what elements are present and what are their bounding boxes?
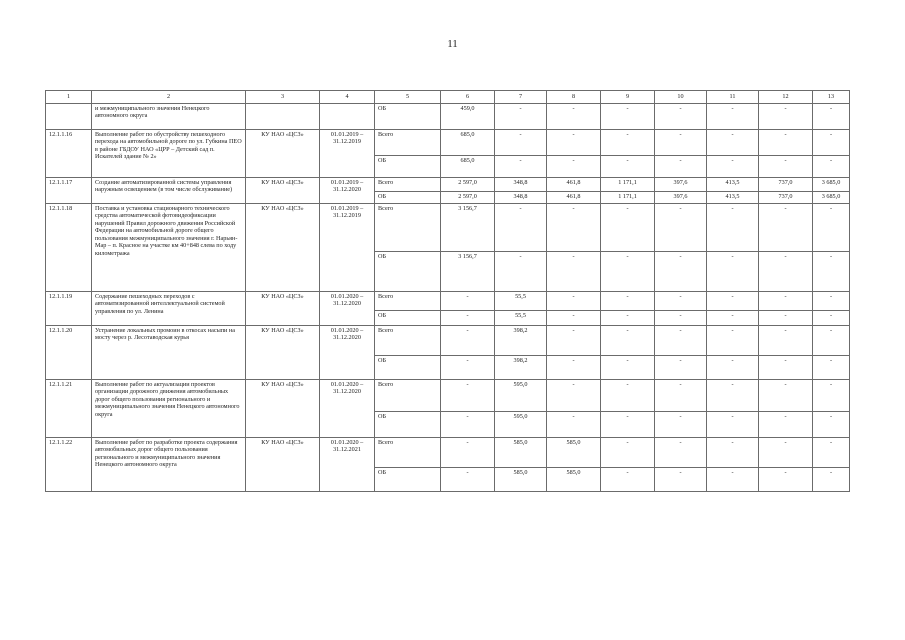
value-cell: 55,5: [495, 311, 547, 326]
funding-source: ОБ: [375, 311, 441, 326]
table-row: [46, 438, 850, 468]
value-total: -: [813, 130, 850, 156]
value-cell: -: [707, 156, 759, 178]
executor: КУ НАО «ЦСЗ»: [246, 326, 320, 380]
value-cell: -: [547, 412, 601, 438]
value-cell: -: [547, 104, 601, 130]
value-cell: 3 156,7: [441, 204, 495, 252]
measure-name: Выполнение работ по разработке проекта содержания автомобильных дорог общего пользования регионального и межмуниципального значения Ненецкого автономного округа: [92, 438, 246, 492]
executor: КУ НАО «ЦСЗ»: [246, 438, 320, 492]
column-number: 5: [375, 91, 441, 104]
value-total: -: [813, 292, 850, 311]
value-cell: -: [759, 156, 813, 178]
value-cell: 585,0: [547, 438, 601, 468]
value-cell: -: [655, 380, 707, 412]
value-cell: -: [547, 380, 601, 412]
funding-source: ОБ: [375, 356, 441, 380]
period: 01.01.2020 – 31.12.2021: [320, 438, 375, 492]
value-cell: -: [655, 104, 707, 130]
value-cell: 737,0: [759, 192, 813, 204]
value-cell: 461,8: [547, 178, 601, 192]
value-cell: -: [655, 438, 707, 468]
value-cell: -: [707, 356, 759, 380]
value-cell: 595,0: [495, 380, 547, 412]
value-cell: -: [441, 468, 495, 492]
value-cell: -: [707, 438, 759, 468]
value-cell: -: [759, 380, 813, 412]
value-cell: -: [495, 204, 547, 252]
value-cell: 685,0: [441, 130, 495, 156]
value-cell: -: [759, 292, 813, 311]
value-cell: -: [547, 130, 601, 156]
measure-name: Создание автоматизированной системы управления наружным освещением (в том числе обслуживание): [92, 178, 246, 204]
funding-source: Всего: [375, 204, 441, 252]
column-number: 13: [813, 91, 850, 104]
funding-source: Всего: [375, 438, 441, 468]
value-total: 3 685,0: [813, 178, 850, 192]
funding-source: ОБ: [375, 104, 441, 130]
value-cell: 585,0: [547, 468, 601, 492]
value-cell: -: [759, 204, 813, 252]
measure-name: и межмуниципального значения Ненецкого автономного округа: [92, 104, 246, 130]
value-cell: -: [707, 292, 759, 311]
period: 01.01.2020 – 31.12.2020: [320, 326, 375, 380]
value-cell: -: [601, 252, 655, 292]
value-cell: -: [601, 204, 655, 252]
value-cell: -: [759, 130, 813, 156]
value-cell: -: [601, 438, 655, 468]
measure-code: 12.1.1.16: [46, 130, 92, 178]
value-cell: -: [655, 311, 707, 326]
value-cell: 685,0: [441, 156, 495, 178]
value-cell: 398,2: [495, 356, 547, 380]
column-number-row: [46, 91, 850, 104]
column-number: 7: [495, 91, 547, 104]
value-cell: -: [707, 380, 759, 412]
value-cell: -: [547, 156, 601, 178]
value-cell: -: [441, 412, 495, 438]
funding-source: ОБ: [375, 252, 441, 292]
period: 01.01.2019 – 31.12.2020: [320, 178, 375, 204]
value-cell: -: [547, 204, 601, 252]
table-row: [46, 130, 850, 156]
value-cell: -: [759, 311, 813, 326]
funding-source: ОБ: [375, 156, 441, 178]
executor: КУ НАО «ЦСЗ»: [246, 204, 320, 292]
table-row: [46, 326, 850, 356]
value-cell: 585,0: [495, 438, 547, 468]
value-cell: -: [547, 326, 601, 356]
executor: КУ НАО «ЦСЗ»: [246, 178, 320, 204]
column-number: 11: [707, 91, 759, 104]
period: 01.01.2020 – 31.12.2020: [320, 380, 375, 438]
executor: КУ НАО «ЦСЗ»: [246, 380, 320, 438]
value-cell: -: [707, 130, 759, 156]
value-cell: 397,6: [655, 192, 707, 204]
column-number: 2: [92, 91, 246, 104]
value-cell: -: [601, 380, 655, 412]
value-total: -: [813, 412, 850, 438]
value-cell: -: [601, 356, 655, 380]
value-total: -: [813, 468, 850, 492]
value-cell: -: [707, 252, 759, 292]
value-cell: 459,0: [441, 104, 495, 130]
value-cell: -: [601, 468, 655, 492]
value-cell: 2 597,0: [441, 192, 495, 204]
value-cell: -: [759, 104, 813, 130]
value-cell: -: [759, 412, 813, 438]
column-number: 3: [246, 91, 320, 104]
value-cell: -: [495, 156, 547, 178]
value-cell: -: [655, 326, 707, 356]
value-cell: -: [655, 412, 707, 438]
measure-name: Выполнение работ по актуализации проектов организации дорожного движения автомобильных дорог общего пользования регионального и межмуниципального значения Ненецкого автономного округа: [92, 380, 246, 438]
column-number: 10: [655, 91, 707, 104]
executor: КУ НАО «ЦСЗ»: [246, 130, 320, 178]
value-cell: 595,0: [495, 412, 547, 438]
table-body: [46, 91, 850, 492]
value-cell: -: [495, 130, 547, 156]
value-cell: 461,8: [547, 192, 601, 204]
value-total: -: [813, 156, 850, 178]
value-cell: 413,5: [707, 192, 759, 204]
value-cell: -: [441, 292, 495, 311]
measure-code: 12.1.1.17: [46, 178, 92, 204]
value-total: -: [813, 104, 850, 130]
value-cell: 348,8: [495, 178, 547, 192]
period: [320, 104, 375, 130]
value-total: -: [813, 326, 850, 356]
value-cell: -: [601, 311, 655, 326]
value-cell: -: [707, 468, 759, 492]
value-cell: -: [759, 438, 813, 468]
value-cell: 585,0: [495, 468, 547, 492]
measure-name: Выполнение работ по обустройству пешеходного перехода на автомобильной дороге по ул. Губкина ПЕО в районе ГБДОУ НАО «ЦРР – Детский сад п. Искателей здание № 2»: [92, 130, 246, 178]
value-cell: -: [441, 356, 495, 380]
value-cell: -: [547, 252, 601, 292]
value-cell: -: [655, 468, 707, 492]
value-cell: -: [547, 311, 601, 326]
measure-name: Устранение локальных промоин в откосах насыпи на мосту через р. Лесотаводская курья: [92, 326, 246, 380]
funding-source: Всего: [375, 380, 441, 412]
value-cell: -: [655, 204, 707, 252]
value-cell: -: [759, 252, 813, 292]
value-cell: -: [601, 130, 655, 156]
value-total: -: [813, 438, 850, 468]
period: 01.01.2020 – 31.12.2020: [320, 292, 375, 326]
column-number: 1: [46, 91, 92, 104]
table-row: [46, 292, 850, 311]
measure-code: 12.1.1.20: [46, 326, 92, 380]
executor: КУ НАО «ЦСЗ»: [246, 292, 320, 326]
value-cell: 348,8: [495, 192, 547, 204]
measure-code: 12.1.1.22: [46, 438, 92, 492]
value-total: -: [813, 252, 850, 292]
value-cell: -: [655, 156, 707, 178]
value-total: -: [813, 311, 850, 326]
value-total: -: [813, 204, 850, 252]
funding-source: Всего: [375, 130, 441, 156]
value-cell: 3 156,7: [441, 252, 495, 292]
value-cell: -: [601, 156, 655, 178]
measure-name: Поставка и установка стационарного технического средства автоматической фотовидеофиксации нарушений Правил дорожного движения Российской Федерации на автомобильной дороге общего пользования межмуниципального значения г. Нарьян-Мар – п. Красное на участке км 40+848 слева по ходу километража: [92, 204, 246, 292]
value-cell: 413,5: [707, 178, 759, 192]
period: 01.01.2019 – 31.12.2019: [320, 204, 375, 292]
table-row: [46, 104, 850, 130]
value-cell: -: [547, 356, 601, 380]
value-cell: 1 171,1: [601, 192, 655, 204]
value-total: -: [813, 380, 850, 412]
value-cell: 1 171,1: [601, 178, 655, 192]
value-cell: -: [655, 356, 707, 380]
value-cell: -: [441, 311, 495, 326]
measure-code: 12.1.1.19: [46, 292, 92, 326]
column-number: 9: [601, 91, 655, 104]
column-number: 8: [547, 91, 601, 104]
value-total: 3 685,0: [813, 192, 850, 204]
executor: [246, 104, 320, 130]
period: 01.01.2019 – 31.12.2019: [320, 130, 375, 178]
table-row: [46, 380, 850, 412]
funding-source: ОБ: [375, 192, 441, 204]
budget-table: [45, 90, 850, 492]
value-cell: 2 597,0: [441, 178, 495, 192]
funding-source: Всего: [375, 178, 441, 192]
value-cell: -: [601, 104, 655, 130]
value-cell: -: [547, 292, 601, 311]
measure-name: Содержание пешеходных переходов с автоматизированной интеллектуальной системой управления по ул. Ленина: [92, 292, 246, 326]
funding-source: ОБ: [375, 468, 441, 492]
value-cell: -: [441, 380, 495, 412]
column-number: 12: [759, 91, 813, 104]
value-cell: 55,5: [495, 292, 547, 311]
column-number: 6: [441, 91, 495, 104]
value-cell: 737,0: [759, 178, 813, 192]
value-cell: -: [655, 252, 707, 292]
value-cell: -: [759, 356, 813, 380]
value-total: -: [813, 356, 850, 380]
table-row: [46, 204, 850, 252]
value-cell: 397,6: [655, 178, 707, 192]
column-number: 4: [320, 91, 375, 104]
measure-code: 12.1.1.21: [46, 380, 92, 438]
value-cell: -: [707, 326, 759, 356]
value-cell: -: [601, 326, 655, 356]
value-cell: -: [655, 292, 707, 311]
page-number: 11: [447, 38, 458, 50]
value-cell: -: [495, 252, 547, 292]
funding-source: Всего: [375, 326, 441, 356]
funding-source: Всего: [375, 292, 441, 311]
value-cell: -: [707, 412, 759, 438]
value-cell: -: [707, 311, 759, 326]
value-cell: -: [759, 468, 813, 492]
value-cell: -: [601, 412, 655, 438]
value-cell: -: [707, 204, 759, 252]
value-cell: -: [601, 292, 655, 311]
value-cell: -: [707, 104, 759, 130]
measure-code: 12.1.1.18: [46, 204, 92, 292]
table-row: [46, 178, 850, 192]
funding-source: ОБ: [375, 412, 441, 438]
value-cell: -: [441, 438, 495, 468]
value-cell: -: [655, 130, 707, 156]
value-cell: -: [441, 326, 495, 356]
measure-code: [46, 104, 92, 130]
value-cell: -: [759, 326, 813, 356]
value-cell: -: [495, 104, 547, 130]
value-cell: 398,2: [495, 326, 547, 356]
